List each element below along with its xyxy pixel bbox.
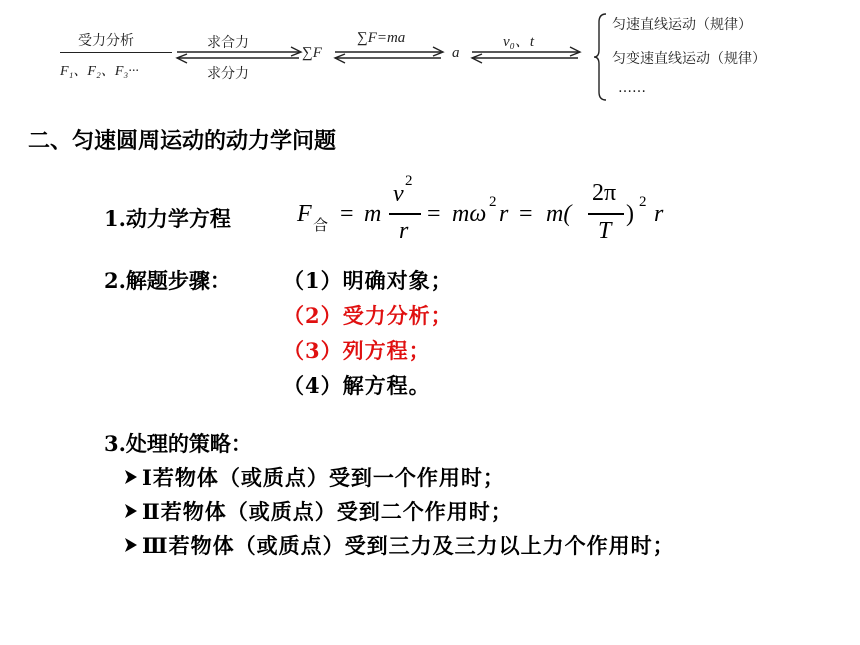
eq-equals: =: [427, 201, 441, 227]
strategy-item: [124, 496, 513, 526]
brace-icon: [592, 12, 608, 102]
eq-v: v: [393, 181, 404, 207]
strategy-text: Ⅰ若物体（或质点）受到一个作用时；: [142, 465, 505, 490]
forces-label: F₁、F₂、F₃···: [60, 64, 139, 79]
newton-label: ∑F=ma: [357, 30, 406, 46]
eq-t-den: T: [598, 218, 612, 244]
double-arrow-icon: [175, 46, 303, 64]
strategy-item: [124, 462, 505, 492]
step-item: （3）列方程；: [283, 338, 431, 363]
arrow-bullet-icon: [124, 537, 138, 553]
accel-label: a: [452, 45, 460, 61]
double-arrow-icon: [470, 46, 582, 64]
fraction-bar: [389, 213, 421, 215]
eq-f: F: [297, 201, 312, 227]
eq-close-exp: 2: [639, 194, 647, 210]
eq-close: ): [626, 201, 634, 227]
strategy-label: 3.处理的策略：: [104, 431, 252, 456]
fraction-line: [60, 52, 172, 53]
eq-2pi: 2π: [592, 180, 617, 206]
motion-accel: 匀变速直线运动（规律）: [612, 51, 766, 67]
section-title: 二、匀速圆周运动的动力学问题: [28, 129, 337, 154]
strategy-text: Ⅲ若物体（或质点）受到三力及三力以上力个作用时；: [142, 533, 675, 558]
compose-label: 求合力: [207, 35, 249, 51]
motion-more: ……: [618, 80, 646, 96]
arrow-bullet-icon: [124, 503, 138, 519]
sum-f-label: ∑F: [302, 45, 322, 61]
eq-m: m: [364, 201, 382, 227]
step-item: （2）受力分析；: [283, 303, 453, 328]
eq-v-exp: 2: [405, 173, 413, 189]
decompose-label: 求分力: [207, 66, 249, 82]
eq-m-open: m(: [546, 201, 572, 227]
eq-equals: =: [519, 201, 533, 227]
eq-momega: mω: [452, 201, 487, 227]
eq-r: r: [499, 201, 509, 227]
strategy-item: [124, 530, 675, 560]
eq-omega-exp: 2: [489, 194, 497, 210]
double-arrow-icon: [333, 46, 445, 64]
arrow-bullet-icon: [124, 469, 138, 485]
fraction-bar: [588, 213, 624, 215]
step-item: （4）解方程。: [283, 373, 431, 398]
steps-label: 2.解题步骤：: [104, 268, 231, 293]
strategy-text: Ⅱ若物体（或质点）受到二个作用时；: [142, 499, 513, 524]
eq-equals: =: [340, 201, 354, 227]
eq-r: r: [654, 201, 664, 227]
eq-f-sub: 合: [313, 216, 329, 234]
dynamics-label: 1.动力学方程: [104, 206, 231, 231]
force-analysis-label: 受力分析: [78, 33, 134, 49]
v0t-label: v₀、t: [503, 34, 535, 50]
flow-diagram: [0, 0, 860, 110]
step-item: （1）明确对象；: [283, 268, 453, 293]
motion-uniform: 匀速直线运动（规律）: [612, 17, 752, 33]
eq-r-den: r: [399, 218, 409, 244]
